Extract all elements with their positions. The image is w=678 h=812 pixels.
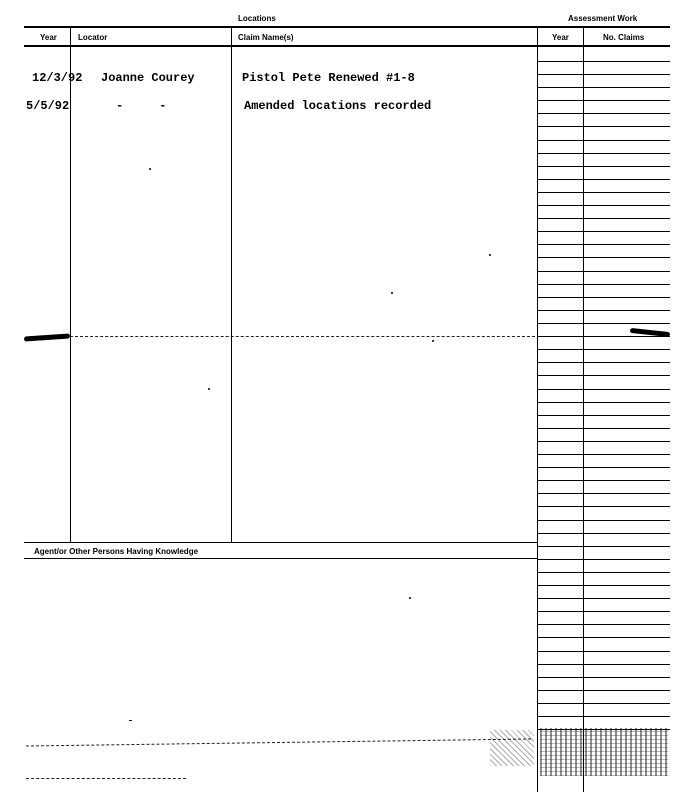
bottom-edge-line: [26, 778, 186, 779]
assessment-work-rule: [537, 140, 670, 141]
assessment-work-rule: [537, 389, 670, 390]
assessment-work-rule: [537, 598, 670, 599]
assessment-work-rule: [537, 74, 670, 75]
assessment-work-rule: [537, 533, 670, 534]
assessment-work-title: Assessment Work: [568, 14, 638, 23]
assessment-work-rule: [537, 454, 670, 455]
locator-column-rule: [70, 27, 71, 542]
assessment-work-rule: [537, 624, 670, 625]
assessment-work-rule: [537, 716, 670, 717]
col-year-header: Year: [40, 33, 57, 42]
assessment-work-rule: [537, 690, 670, 691]
assessment-work-rule: [537, 375, 670, 376]
assessment-work-rule: [537, 166, 670, 167]
assessment-work-rule: [537, 231, 670, 232]
assessment-work-rule: [537, 284, 670, 285]
header-top-line: [24, 26, 670, 28]
assessment-work-rule: [537, 244, 670, 245]
assessment-work-rule: [537, 467, 670, 468]
assessment-work-rule: [537, 585, 670, 586]
scan-noise-block: [540, 728, 668, 776]
assessment-work-rule: [537, 428, 670, 429]
assessment-work-rule: [537, 559, 670, 560]
bottom-fold-line: [26, 738, 531, 746]
assessment-work-rule: [537, 362, 670, 363]
speck: [391, 292, 393, 294]
agent-section-top-line: [24, 542, 537, 543]
col-locator-header: Locator: [78, 33, 108, 42]
assessment-work-rule: [537, 310, 670, 311]
assessment-work-rule: [537, 651, 670, 652]
assessment-work-rule: [537, 546, 670, 547]
assessment-work-rule: [537, 506, 670, 507]
row-1-year: 12/3/92: [32, 71, 83, 85]
header-bottom-line: [24, 45, 670, 47]
assessment-work-rule: [537, 297, 670, 298]
assessment-work-rule: [537, 257, 670, 258]
assessment-work-rule: [537, 349, 670, 350]
speck: [149, 168, 151, 170]
assessment-work-rule: [537, 637, 670, 638]
assessment-work-rule: [537, 703, 670, 704]
row-1-claim: Pistol Pete Renewed #1-8: [242, 71, 415, 85]
claim-column-rule: [231, 27, 232, 542]
assessment-work-rule: [537, 336, 670, 337]
assessment-work-rule: [537, 192, 670, 193]
speck: [432, 340, 434, 342]
assessment-work-rule: [537, 323, 670, 324]
assessment-work-rule: [537, 87, 670, 88]
row-2-locator: - -: [116, 99, 167, 113]
assessment-work-rule: [537, 271, 670, 272]
fold-line: [70, 336, 535, 337]
speck: [489, 254, 491, 256]
locations-title: Locations: [238, 14, 276, 23]
col-aw-year-header: Year: [552, 33, 569, 42]
assessment-work-rule: [537, 611, 670, 612]
assessment-work-rule: [537, 61, 670, 62]
row-2-year: 5/5/92: [26, 99, 70, 113]
col-aw-no-claims-header: No. Claims: [603, 33, 645, 42]
assessment-work-rule: [537, 402, 670, 403]
assessment-work-rule: [537, 179, 670, 180]
speck: [409, 597, 411, 599]
assessment-work-rule: [537, 493, 670, 494]
assessment-work-rule: [537, 480, 670, 481]
assessment-work-rule: [537, 100, 670, 101]
speck: [129, 720, 132, 721]
assessment-work-rule: [537, 677, 670, 678]
assessment-work-rule: [537, 664, 670, 665]
agent-section-label-line: [24, 558, 537, 559]
assessment-work-rule: [537, 441, 670, 442]
assessment-work-rule: [537, 520, 670, 521]
assessment-work-rule: [537, 153, 670, 154]
scan-noise-small: [490, 730, 534, 766]
fold-mark-left: [24, 333, 70, 341]
assessment-work-rule: [537, 126, 670, 127]
assessment-work-rule: [537, 205, 670, 206]
col-claim-names-header: Claim Name(s): [238, 33, 294, 42]
assessment-work-rule: [537, 113, 670, 114]
assessment-work-rule: [537, 415, 670, 416]
row-1-locator: Joanne Courey: [101, 71, 195, 85]
speck: [208, 388, 210, 390]
agent-section-label: Agent/or Other Persons Having Knowledge: [34, 547, 199, 556]
assessment-work-rule: [537, 572, 670, 573]
row-2-claim: Amended locations recorded: [244, 99, 432, 113]
assessment-work-rule: [537, 218, 670, 219]
